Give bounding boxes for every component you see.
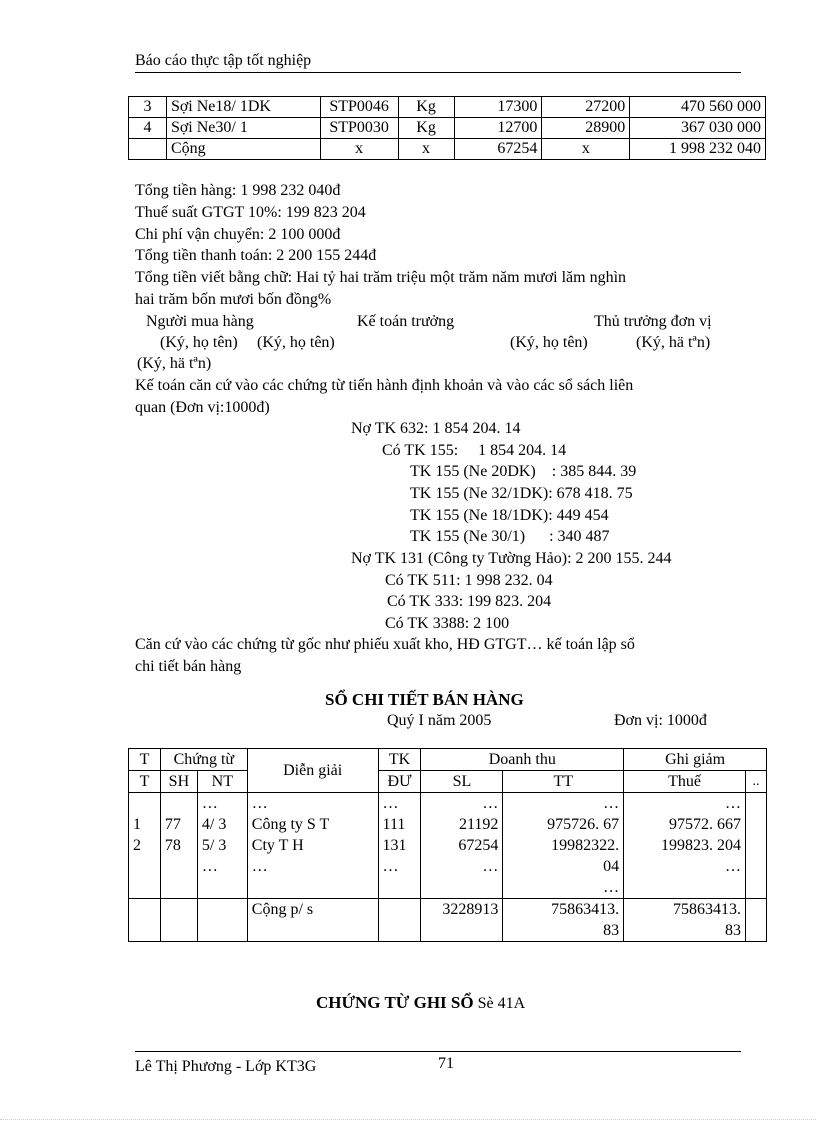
cell-stt [129,139,167,160]
ledger-subheader-row [129,771,767,793]
cell-price: 27200 [542,97,630,118]
cell-product: Sợi Ne30/ 1 [166,118,320,139]
journal-entry: Có TK 155: 1 854 204. 14 [382,442,567,459]
cell-thue: … 97572. 667 199823. 204 … [624,793,746,899]
journal-entry: Nợ TK 632: 1 854 204. 14 [351,420,521,437]
col-header-nt: NT [197,771,247,793]
paragraph-line: Căn cứ vào các chứng từ gốc như phiếu xuất kho, HĐ GTGT… kế toán lập sổ [135,636,635,653]
cell-dien-giai: … Công ty S T Cty T H … [247,793,378,899]
cell-code: x [320,139,398,160]
cell-tt: … 975726. 67 19982322. 04 … [503,793,624,899]
ledger-total-row [129,899,767,942]
summary-line: Tổng tiền thanh toán: 2 200 155 244đ [135,247,377,264]
voucher-number: Sè 41A [477,995,526,1012]
cell-code: STP0030 [320,118,398,139]
cell-price: x [542,139,630,160]
journal-entry: Có TK 3388: 2 100 [385,615,510,632]
cell-extra [745,899,766,942]
cell-sl: … 21192 67254 … [421,793,503,899]
page-number: 71 [438,1055,454,1072]
footer-author: Lê Thị Phương - Lớp KT3G [135,1058,317,1075]
ledger-header-row [129,749,767,771]
cell-extra [745,793,766,899]
journal-entry: Có TK 333: 199 823. 204 [387,593,552,610]
signature-head: Thủ trưởng đơn vị [594,313,712,330]
cell-total-label: Cộng p/ s [247,899,378,942]
paragraph-line: quan (Đơn vị:1000đ) [135,399,270,416]
table-row [129,97,766,118]
ledger-body-row [129,793,767,899]
ledger-title: SỔ CHI TIẾT BÁN HÀNG [325,690,524,709]
col-header-dien-giai: Diễn giải [247,749,378,793]
cell-quantity: 12700 [454,118,542,139]
col-header-tt: TT [503,771,624,793]
signature-note: (Ký, họ tên) [257,334,335,351]
page-bottom-divider [0,1119,816,1120]
journal-entry: Nợ TK 131 (Công ty Tường Hảo): 2 200 155. 244 [351,550,672,567]
header-rule [135,72,741,73]
cell-price: 28900 [542,118,630,139]
cell-stt: 4 [129,118,167,139]
cell-product: Sợi Ne18/ 1DK [166,97,320,118]
paragraph-line: chi tiết bán hàng [135,658,242,675]
voucher-title [316,993,525,1013]
paragraph-line: Kế toán căn cứ vào các chứng từ tiến hành định khoản và vào các sổ sách liên [135,377,634,394]
cell-sh: 77 78 [160,793,197,899]
col-header-chung-tu: Chứng từ [160,749,247,771]
cell-sh [160,899,197,942]
col-header-sl: SL [421,771,503,793]
col-header-sh: SH [160,771,197,793]
voucher-title-text: CHỨNG TỪ GHI SỔ [316,993,474,1012]
cell-product: Cộng [166,139,320,160]
cell-amount: 367 030 000 [630,118,766,139]
col-header-tk: TK [378,749,421,771]
cell-unit: Kg [398,118,454,139]
table-row [129,118,766,139]
signature-note: (Ký, hä tªn) [636,334,711,351]
summary-line: Thuế suất GTGT 10%: 199 823 204 [135,204,366,221]
cell-total-sl: 3228913 [421,899,503,942]
cell-tk: … 111 131 … [378,793,421,899]
journal-entry: TK 155 (Ne 18/1DK): 449 454 [410,507,609,524]
sales-ledger-table [128,748,767,942]
cell-nt: … 4/ 3 5/ 3 … [197,793,247,899]
cell-total-thue: 75863413. 83 [624,899,746,942]
invoice-table [128,96,766,160]
signature-chief-accountant: Kế toán trưởng [357,313,455,330]
footer-rule [135,1051,741,1052]
journal-entry: TK 155 (Ne 30/1) : 340 487 [410,528,610,545]
page-header-title: Báo cáo thực tập tốt nghiệp [135,52,312,69]
ledger-unit: Đơn vị: 1000đ [614,712,707,729]
cell-tk [378,899,421,942]
col-header-ghi-giam: Ghi giảm [624,749,767,771]
cell-unit: x [398,139,454,160]
signature-buyer: Người mua hàng [146,313,254,330]
ledger-period: Quý I năm 2005 [387,712,492,729]
col-header-t: T [129,749,161,771]
cell-unit: Kg [398,97,454,118]
signature-note: (Ký, hä tªn) [137,355,212,372]
col-header-doanh-thu: Doanh thu [421,749,624,771]
summary-line: Tổng tiền viết bằng chữ: Hai tỷ hai trăm triệu một trăm năm mươi lăm nghìn [135,269,627,286]
cell-code: STP0046 [320,97,398,118]
cell-stt: 1 2 [129,793,161,899]
summary-line: Tổng tiền hàng: 1 998 232 040đ [135,182,341,199]
col-header-extra: .. [745,771,766,793]
cell-stt: 3 [129,97,167,118]
cell-stt [129,899,161,942]
signature-note: (Ký, họ tên) [160,334,238,351]
journal-entry: TK 155 (Ne 32/1DK): 678 418. 75 [410,485,633,502]
journal-entry: TK 155 (Ne 20DK) : 385 844. 39 [410,463,637,480]
cell-quantity: 17300 [454,97,542,118]
cell-quantity: 67254 [454,139,542,160]
summary-line: hai trăm bốn mươi bốn đồng% [135,291,332,308]
cell-nt [197,899,247,942]
col-header-thue: Thuế [624,771,746,793]
col-header-tk: ĐƯ [378,771,421,793]
cell-total-tt: 75863413. 83 [503,899,624,942]
journal-entry: Có TK 511: 1 998 232. 04 [385,572,553,589]
col-header-t: T [129,771,161,793]
cell-amount: 470 560 000 [630,97,766,118]
table-total-row [129,139,766,160]
cell-amount: 1 998 232 040 [630,139,766,160]
summary-line: Chi phí vận chuyển: 2 100 000đ [135,226,341,243]
signature-note: (Ký, họ tên) [510,334,588,351]
